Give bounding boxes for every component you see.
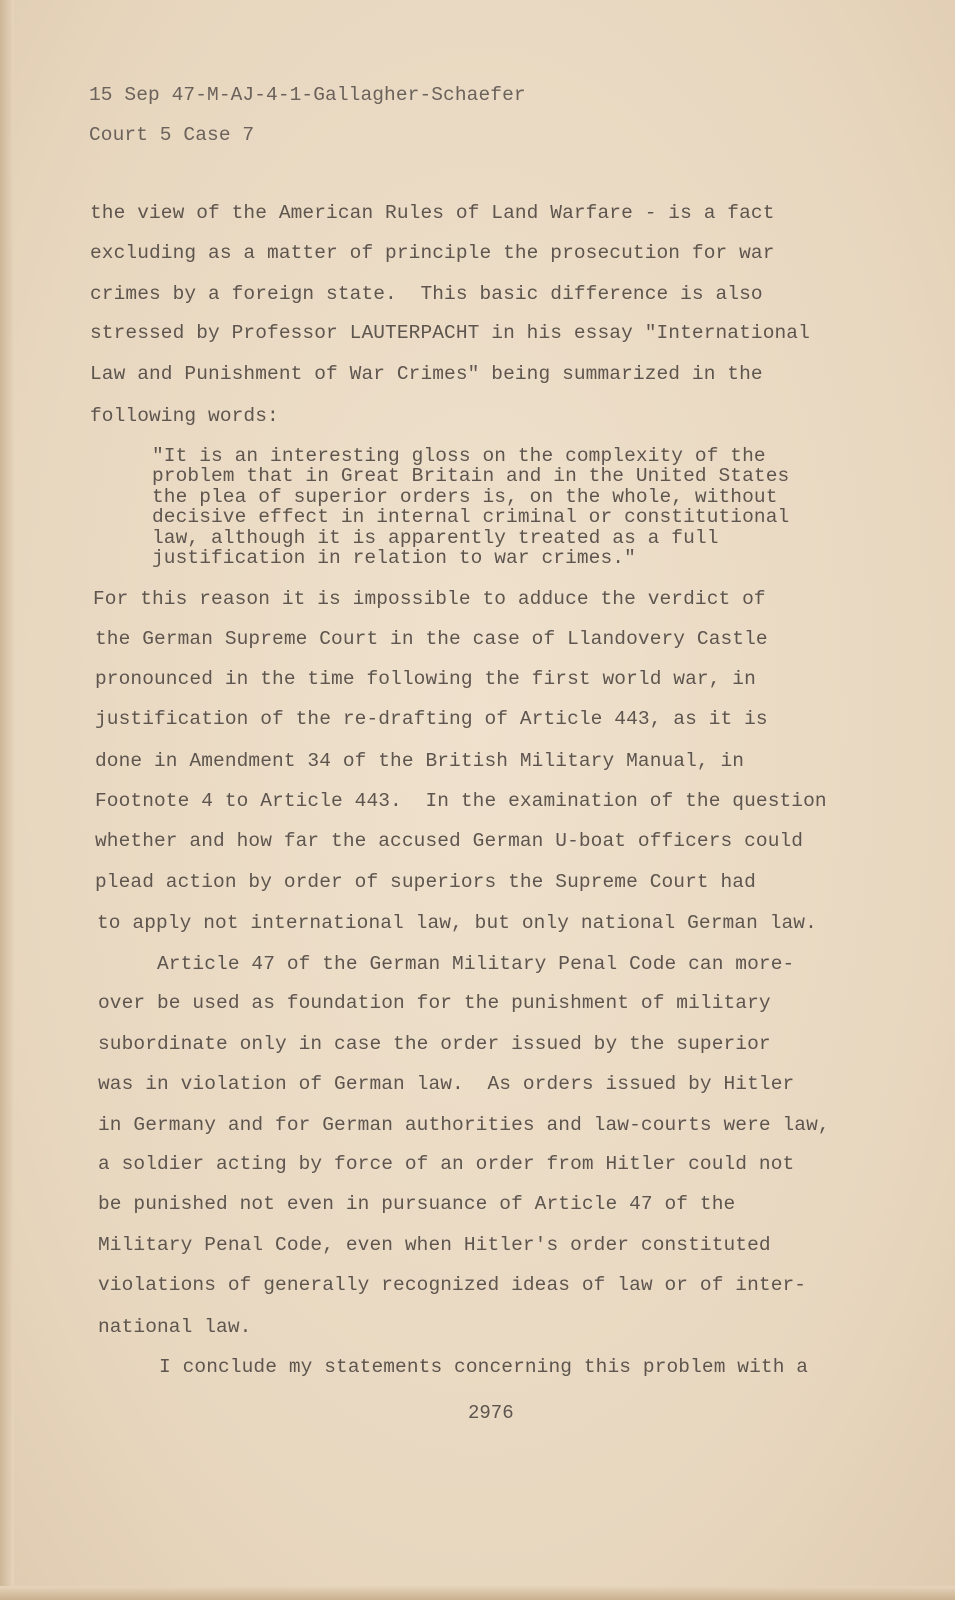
page-number: 2976	[468, 1402, 514, 1424]
text-line: plead action by order of superiors the Supreme Court had	[95, 871, 756, 893]
page-edge-bottom	[0, 1586, 955, 1600]
quote-line: problem that in Great Britain and in the United States	[152, 465, 790, 487]
text-line: For this reason it is impossible to adduce the verdict of	[93, 588, 766, 610]
header-court-case: Court 5 Case 7	[89, 124, 255, 146]
quote-line: decisive effect in internal criminal or constitutional	[152, 506, 790, 528]
quote-line: justification in relation to war crimes."	[152, 547, 636, 569]
text-line: Military Penal Code, even when Hitler's order constituted	[98, 1234, 771, 1256]
text-line: excluding as a matter of principle the prosecution for war	[90, 242, 775, 264]
text-line: the view of the American Rules of Land Warfare - is a fact	[90, 202, 775, 224]
text-line: Footnote 4 to Article 443. In the examination of the question	[95, 790, 827, 812]
text-line: I conclude my statements concerning this problem with a	[100, 1356, 809, 1378]
text-line: whether and how far the accused German U-boat officers could	[95, 830, 804, 852]
text-line: subordinate only in case the order issued by the superior	[98, 1033, 771, 1055]
text-line: pronounced in the time following the first world war, in	[95, 668, 756, 690]
quote-line: "It is an interesting gloss on the complexity of the	[152, 445, 766, 467]
text-line: national law.	[98, 1316, 252, 1338]
header-reference: 15 Sep 47-M-AJ-4-1-Gallagher-Schaefer	[89, 84, 526, 106]
text-line: crimes by a foreign state. This basic difference is also	[90, 283, 763, 305]
text-line: be punished not even in pursuance of Article 47 of the	[98, 1193, 736, 1215]
text-line: justification of the re-drafting of Article 443, as it is	[95, 708, 768, 730]
text-line: stressed by Professor LAUTERPACHT in his essay "International	[90, 322, 810, 344]
text-line: over be used as foundation for the punishment of military	[98, 992, 771, 1014]
text-line: violations of generally recognized ideas of law or of inter-	[98, 1274, 807, 1296]
text-line: done in Amendment 34 of the British Military Manual, in	[95, 750, 745, 772]
text-line: a soldier acting by force of an order from Hitler could not	[98, 1153, 795, 1175]
text-line: was in violation of German law. As orders issued by Hitler	[98, 1073, 795, 1095]
quote-line: the plea of superior orders is, on the whole, without	[152, 486, 778, 508]
quote-line: law, although it is apparently treated as a full	[152, 527, 719, 549]
text-line: to apply not international law, but only national German law.	[97, 912, 817, 934]
text-line: Article 47 of the German Military Penal Code can more-	[98, 953, 795, 975]
text-line: following words:	[90, 405, 279, 427]
text-line: in Germany and for German authorities and law-courts were law,	[98, 1114, 830, 1136]
text-line: Law and Punishment of War Crimes" being summarized in the	[90, 363, 763, 385]
text-line: the German Supreme Court in the case of Llandovery Castle	[95, 628, 768, 650]
page-edge-left	[0, 0, 14, 1600]
